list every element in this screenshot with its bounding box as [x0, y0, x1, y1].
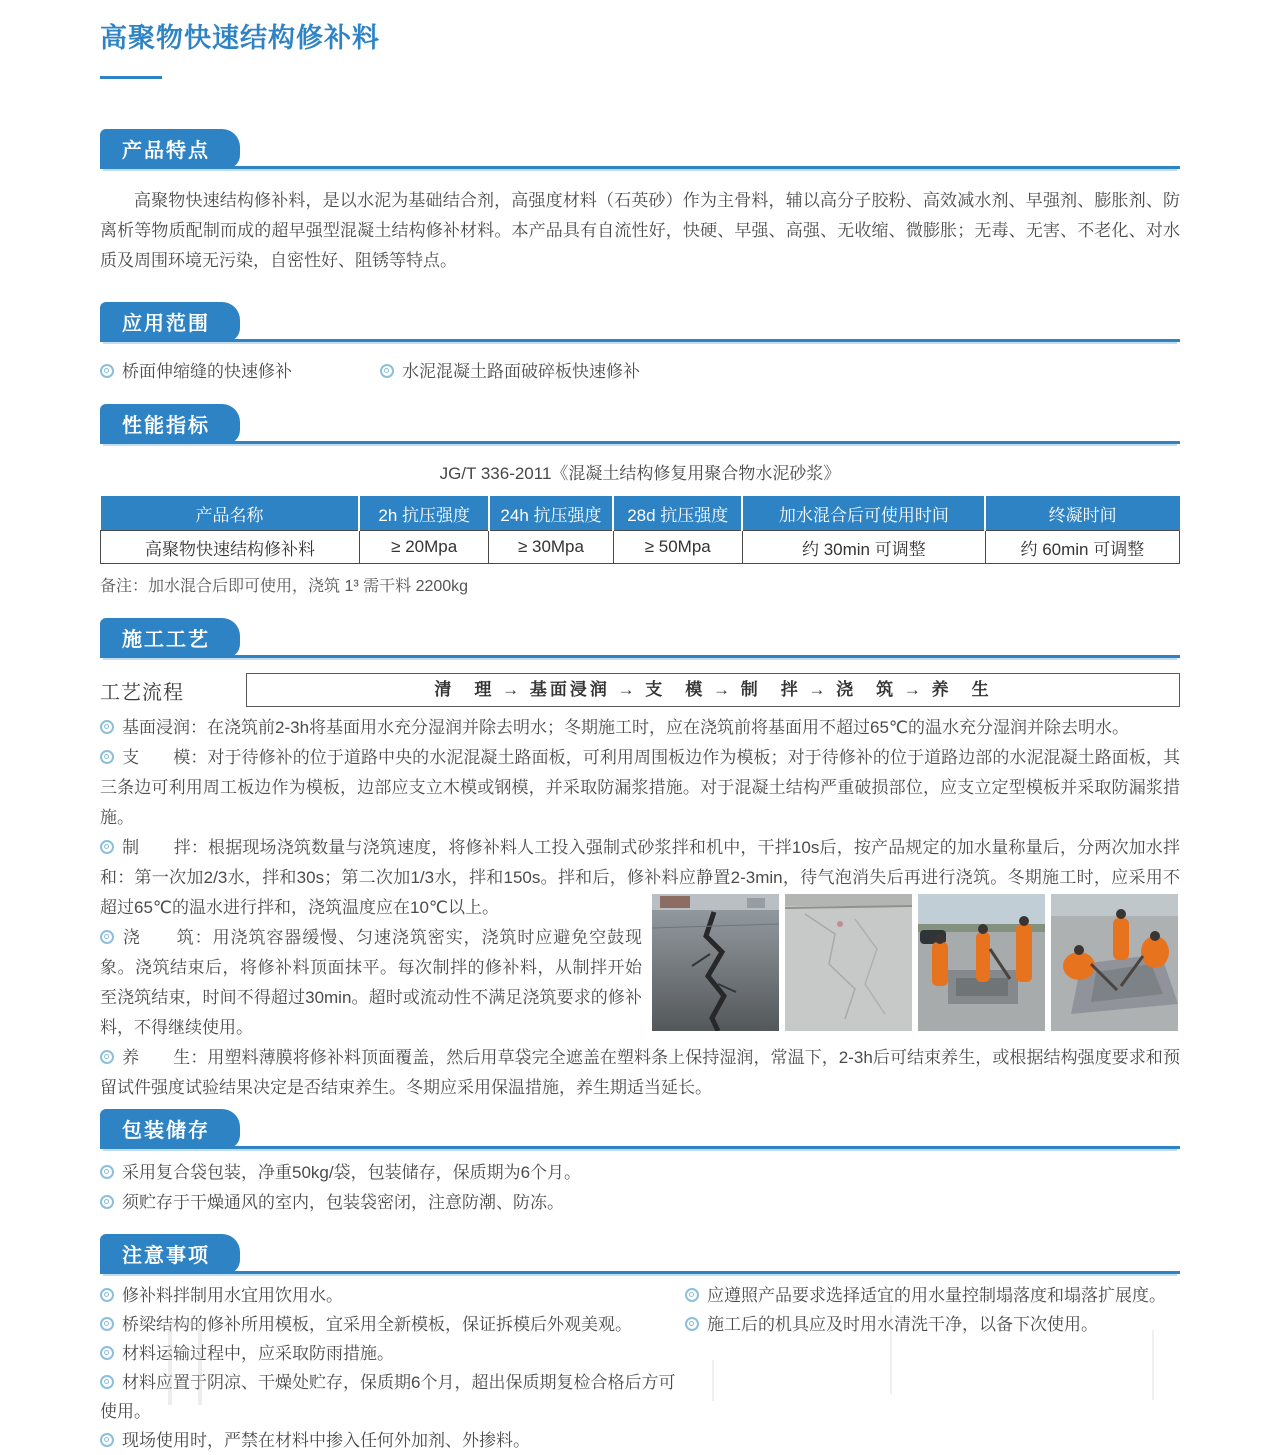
note-item-label: 材料应置于阴凉、干燥处贮存，保质期6个月，超出保质期复检合格后方可使用。 [100, 1373, 676, 1421]
step-text: 养 生：用塑料薄膜将修补料顶面覆盖，然后用草袋完全遮盖在塑料条上保持湿润，常温下，2-3h后可结束养生，或根据结构强度要求和预留试件强度试验结果决定是否结束养生。冬期应采用保温措施，养生期适当延长。 [100, 1048, 1180, 1097]
list-item [100, 357, 292, 387]
notes-columns [100, 1281, 1180, 1455]
section-tab-performance: 性能指标 [100, 404, 240, 444]
double-circle-bullet-icon [100, 1165, 114, 1179]
double-circle-bullet-icon [100, 720, 114, 734]
photo-road-repair-workers [918, 894, 1045, 1031]
standard-reference: JG/T 336-2011《混凝土结构修复用聚合物水泥砂浆》 [439, 464, 841, 483]
double-circle-bullet-icon [685, 1317, 699, 1331]
section-header-notes [100, 1238, 1180, 1274]
double-circle-bullet-icon [100, 1375, 114, 1389]
double-circle-bullet-icon [100, 930, 114, 944]
list-item [100, 1426, 685, 1455]
table-cell: 约 30min 可调整 [742, 531, 985, 564]
double-circle-bullet-icon [100, 1317, 114, 1331]
double-circle-bullet-icon [100, 1288, 114, 1302]
step-text: 制 拌：根据现场浇筑数量与浇筑速度，将修补料人工投入强制式砂浆拌和机中，干拌10s后，按产品规定的加水量称量后，分两次加水拌和：第一次加2/3水，拌和30s；第二次加1/3水，拌和150s。拌和后，修补料应静置2-3min，待气泡消失后再进行浇筑。冬期施工时，应采用不超过65℃的温水进行拌和，浇筑温度应在10℃以上。 [100, 838, 1180, 917]
double-circle-bullet-icon [685, 1288, 699, 1302]
double-circle-bullet-icon [100, 1195, 114, 1209]
list-item [100, 1368, 685, 1426]
list-item [100, 1339, 685, 1368]
table-cell: ≥ 50Mpa [613, 531, 742, 564]
double-circle-bullet-icon [100, 1050, 114, 1064]
step-text: 浇 筑：用浇筑容器缓慢、匀速浇筑密实，浇筑时应避免空鼓现象。浇筑结束后，将修补料顶面抹平。每次制拌的修补料，从制拌开始至浇筑结束，时间不得超过30min。超时或流动性不满足浇筑要求的修补料，不得继续使用。 [100, 928, 642, 1037]
table-header-cell: 24h 抗压强度 [489, 497, 613, 531]
notes-left-column [100, 1281, 685, 1455]
table-note: 备注：加水混合后即可使用，浇筑 1³ 需干料 2200kg [100, 578, 469, 595]
notes-right-column [685, 1281, 1180, 1455]
double-circle-bullet-icon [380, 364, 394, 378]
section-tab-features: 产品特点 [100, 129, 240, 169]
application-item-label: 水泥混凝土路面破碎板快速修补 [402, 362, 640, 381]
process-flow-label: 工艺流程 [100, 681, 184, 704]
document-page [100, 0, 1180, 1455]
list-item [685, 1310, 1180, 1339]
application-items [100, 357, 1180, 387]
section-tab-packaging: 包装储存 [100, 1109, 240, 1149]
step-pouring [100, 923, 642, 1043]
table-header-cell: 终凝时间 [985, 497, 1179, 531]
step-text: 支 模：对于待修补的位于道路中央的水泥混凝土路面板，可利用周围板边作为模板；对于待修补的位于道路边部的水泥混凝土路面板，其三条边可利用周工板边作为模板，边部应支立木模或钢模，并采取防漏浆措施。对于混凝土结构严重破损部位，应支立定型模板并采取防漏浆措施。 [100, 748, 1180, 827]
list-item [100, 1310, 685, 1339]
double-circle-bullet-icon [100, 1346, 114, 1360]
section-header-construction [100, 622, 1180, 658]
section-tab-application: 应用范围 [100, 302, 240, 342]
list-item [380, 357, 640, 387]
double-circle-bullet-icon [100, 840, 114, 854]
table-header-cell: 2h 抗压强度 [359, 497, 488, 531]
note-item-label: 施工后的机具应及时用水清洗干净，以备下次使用。 [707, 1315, 1098, 1334]
note-item-label: 修补料拌制用水宜用饮用水。 [122, 1286, 343, 1305]
title-underline [100, 76, 162, 79]
photo-pouring-repair-mortar [1051, 894, 1178, 1031]
list-item [685, 1281, 1180, 1310]
step-formwork [100, 743, 1180, 833]
note-item-label: 桥梁结构的修补所用模板，宜采用全新模板，保证拆模后外观美观。 [122, 1315, 632, 1334]
step-curing [100, 1043, 1180, 1103]
step-text: 基面浸润：在浇筑前2-3h将基面用水充分湿润并除去明水；冬期施工时，应在浇筑前将基面用不超过65℃的温水充分湿润并除去明水。 [122, 718, 1130, 737]
site-photos [652, 894, 1180, 1031]
note-item-label: 材料运输过程中，应采取防雨措施。 [122, 1344, 394, 1363]
table-cell: 约 60min 可调整 [985, 531, 1179, 564]
list-item [100, 1158, 1180, 1188]
section-header-performance [100, 408, 1180, 444]
table-header-cell: 加水混合后可使用时间 [742, 497, 985, 531]
list-item [100, 1188, 1180, 1218]
table-cell: ≥ 30Mpa [489, 531, 613, 564]
step-surface-wetting [100, 713, 1180, 743]
application-item-label: 桥面伸缩缝的快速修补 [122, 362, 292, 381]
table-header-cell: 产品名称 [101, 497, 360, 531]
table-cell: ≥ 20Mpa [359, 531, 488, 564]
list-item [100, 1281, 685, 1310]
process-flow-row [100, 673, 1180, 707]
photo-cracked-dark-pavement [652, 894, 779, 1031]
packaging-items [100, 1158, 1180, 1218]
construction-steps [100, 713, 1180, 1103]
double-circle-bullet-icon [100, 750, 114, 764]
performance-table [100, 496, 1180, 564]
table-header-cell: 28d 抗压强度 [613, 497, 742, 531]
photo-broken-concrete-slab [785, 894, 912, 1031]
section-tab-construction: 施工工艺 [100, 618, 240, 658]
section-tab-notes: 注意事项 [100, 1234, 240, 1274]
packaging-item-label: 须贮存于干燥通风的室内，包装袋密闭，注意防潮、防冻。 [122, 1193, 564, 1212]
table-cell: 高聚物快速结构修补料 [101, 531, 360, 564]
page-title: 高聚物快速结构修补料 [100, 23, 380, 53]
double-circle-bullet-icon [100, 1433, 114, 1447]
section-header-application [100, 306, 1180, 342]
table-row [101, 531, 1180, 564]
note-item-label: 应遵照产品要求选择适宜的用水量控制塌落度和塌落扩展度。 [707, 1286, 1166, 1305]
note-item-label: 现场使用时，严禁在材料中掺入任何外加剂、外掺料。 [122, 1431, 530, 1450]
features-paragraph: 高聚物快速结构修补料，是以水泥为基础结合剂，高强度材料（石英砂）作为主骨料，辅以高分子胶粉、高效减水剂、早强剂、膨胀剂、防离析等物质配制而成的超早强型混凝土结构修补材料。本产品具有自流性好，快硬、早强、高强、无收缩、微膨胀；无毒、无害、不老化、对水质及周围环境无污染，自密性好、阻锈等特点。 [100, 191, 1180, 270]
double-circle-bullet-icon [100, 364, 114, 378]
section-header-features [100, 133, 1180, 169]
section-header-packaging [100, 1113, 1180, 1149]
table-header-row [101, 497, 1180, 531]
process-flow-sequence: 清 理 → 基面浸润 → 支 模 → 制 拌 → 浇 筑 → 养 生 [246, 673, 1180, 707]
packaging-item-label: 采用复合袋包装，净重50kg/袋，包装储存，保质期为6个月。 [122, 1163, 582, 1182]
